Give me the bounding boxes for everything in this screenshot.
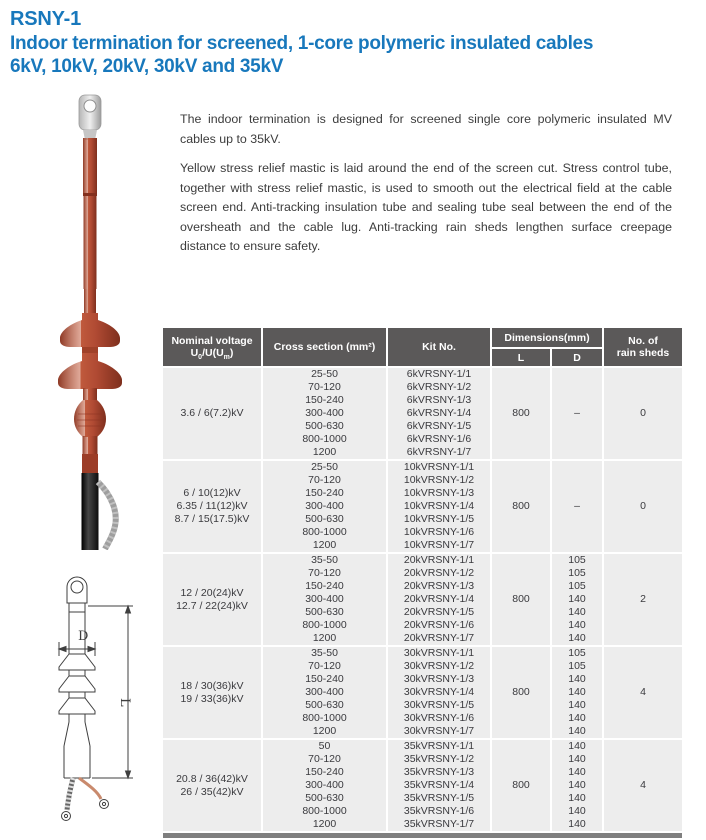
kit-no-value: 6kVRSNY-1/7 <box>406 446 472 458</box>
cross-section-value: 300-400 <box>305 500 344 512</box>
cross-section-value: 300-400 <box>305 686 344 698</box>
kit-no-value: 30kVRSNY-1/5 <box>403 699 475 711</box>
drawing-earth-leads <box>62 778 109 821</box>
kit-no-value: 35kVRSNY-1/7 <box>403 818 475 830</box>
d-value: 140 <box>568 699 586 711</box>
cross-section-value: 500-630 <box>305 420 344 432</box>
voltage-value: 12 / 20(24)kV <box>180 586 244 599</box>
product-model: RSNY-1 <box>10 8 82 30</box>
cross-section-value: 500-630 <box>305 699 344 711</box>
header-dim-d: D <box>552 349 602 366</box>
cross-section-value: 800-1000 <box>302 712 347 724</box>
page-title <box>10 6 700 78</box>
cross-section-value: 300-400 <box>305 593 344 605</box>
rain-sheds-value: 2 <box>604 554 682 645</box>
cross-section-value: 70-120 <box>308 381 341 393</box>
rain-sheds-value: 0 <box>604 461 682 552</box>
table-header <box>163 328 682 366</box>
rain-sheds-value: 4 <box>604 647 682 738</box>
voltage-value: 12.7 / 22(24)kV <box>176 599 248 612</box>
table-row-30kv <box>163 647 682 738</box>
l-value: 800 <box>492 740 550 831</box>
spec-table <box>163 328 682 838</box>
cross-section-value: 1200 <box>312 632 337 644</box>
kit-no-value: 20kVRSNY-1/3 <box>403 580 475 592</box>
d-value: 140 <box>568 593 586 605</box>
cross-section-value: 500-630 <box>305 792 344 804</box>
table-row-35kv <box>163 740 682 831</box>
cross-section-value: 800-1000 <box>302 619 347 631</box>
cross-section-value: 800-1000 <box>302 526 347 538</box>
product-photo <box>8 92 168 550</box>
d-value: 140 <box>568 753 586 765</box>
cross-section-value: 25-50 <box>311 368 338 380</box>
table-row-6kv <box>163 368 682 459</box>
cross-section-value: 800-1000 <box>302 433 347 445</box>
voltage-value: 8.7 / 15(17.5)kV <box>174 513 250 525</box>
kit-no-value: 30kVRSNY-1/2 <box>403 660 475 672</box>
cross-section-value: 1200 <box>312 818 337 830</box>
d-value: 140 <box>568 673 586 685</box>
cable-end <box>82 473 116 550</box>
kit-no-value: 30kVRSNY-1/6 <box>403 712 475 724</box>
cross-section-value: 1200 <box>312 539 337 551</box>
kit-no-value: 20kVRSNY-1/7 <box>403 632 475 644</box>
kit-no-value: 20kVRSNY-1/6 <box>403 619 475 631</box>
cross-section-value: 35-50 <box>311 647 338 659</box>
intro-paragraph-2: Yellow stress relief mastic is laid around the end of the screen cut. Stress control tube, together with stress relief mastic, is used to smooth out the electrical field at the cable screen end. Anti-tracking insulation tube and sealing tube seal between the end of the oversheath and the cable lug. Anti-tracking rain sheds lengthen surface creepage distance to ensure safety. <box>180 161 672 253</box>
drawing-lug <box>67 577 87 612</box>
dim-d-label: D <box>78 629 89 644</box>
voltage-value: 6 / 10(12)kV <box>183 487 241 499</box>
product-title-line1: Indoor termination for screened, 1-core polymeric insulated cables <box>10 33 594 54</box>
kit-no-value: 30kVRSNY-1/7 <box>403 725 475 737</box>
cross-section-value: 35-50 <box>311 554 338 566</box>
kit-no-value: 20kVRSNY-1/4 <box>403 593 475 605</box>
kit-no-value: 35kVRSNY-1/2 <box>403 753 475 765</box>
kit-no-value: 10kVRSNY-1/7 <box>403 539 475 551</box>
d-value: – <box>574 407 580 419</box>
cross-section-value: 150-240 <box>305 394 344 406</box>
kit-no-value: 6kVRSNY-1/6 <box>406 433 472 445</box>
d-value: 140 <box>568 619 586 631</box>
kit-no-value: 20kVRSNY-1/5 <box>403 606 475 618</box>
kit-no-value: 20kVRSNY-1/1 <box>403 554 475 566</box>
voltage-value: 19 / 33(36)kV <box>180 692 244 705</box>
cross-section-value: 25-50 <box>311 461 338 473</box>
l-value: 800 <box>492 368 550 459</box>
dim-l-label: L <box>117 698 132 707</box>
d-value: 105 <box>568 647 586 659</box>
cross-section-value: 70-120 <box>308 753 341 765</box>
d-value: 140 <box>568 805 586 817</box>
kit-no-value: 6kVRSNY-1/3 <box>406 394 472 406</box>
kit-no-value: 35kVRSNY-1/4 <box>403 779 475 791</box>
cross-section-value: 800-1000 <box>302 805 347 817</box>
cross-section-value: 300-400 <box>305 779 344 791</box>
kit-no-value: 10kVRSNY-1/2 <box>403 474 475 486</box>
rain-sheds-value: 0 <box>604 368 682 459</box>
d-value: 140 <box>568 792 586 804</box>
header-nominal-voltage: Nominal voltage $U_0/U(U_m)$ <box>163 328 261 366</box>
cross-section-value: 300-400 <box>305 407 344 419</box>
termination-body <box>58 138 122 474</box>
kit-no-value: 30kVRSNY-1/4 <box>403 686 475 698</box>
cable-lug <box>79 95 101 140</box>
d-value: 140 <box>568 779 586 791</box>
header-rain-sheds: No. of rain sheds <box>604 328 682 366</box>
table-row-20kv <box>163 554 682 645</box>
kit-no-value: 30kVRSNY-1/3 <box>403 673 475 685</box>
d-value: 140 <box>568 766 586 778</box>
intro-text <box>180 110 672 267</box>
drawing-body <box>59 612 95 778</box>
header-dimensions: Dimensions(mm) <box>492 328 602 347</box>
dimension-drawing <box>12 570 162 838</box>
kit-no-value: 20kVRSNY-1/2 <box>403 567 475 579</box>
cross-section-value: 500-630 <box>305 513 344 525</box>
cross-section-value: 70-120 <box>308 660 341 672</box>
cross-section-value: 1200 <box>312 725 337 737</box>
d-value: 105 <box>568 554 586 566</box>
d-value: 140 <box>568 818 586 830</box>
l-value: 800 <box>492 647 550 738</box>
d-value: 105 <box>568 660 586 672</box>
kit-no-value: 6kVRSNY-1/2 <box>406 381 472 393</box>
kit-no-value: 35kVRSNY-1/1 <box>403 740 475 752</box>
cross-section-value: 70-120 <box>308 474 341 486</box>
voltage-value: 3.6 / 6(7.2)kV <box>180 407 244 419</box>
voltage-value: 20.8 / 36(42)kV <box>176 772 248 785</box>
kit-no-value: 35kVRSNY-1/6 <box>403 805 475 817</box>
rain-shed-2 <box>58 353 122 389</box>
kit-no-value: 10kVRSNY-1/4 <box>403 500 475 512</box>
d-value: 105 <box>568 580 586 592</box>
cross-section-value: 150-240 <box>305 673 344 685</box>
d-value: 140 <box>568 725 586 737</box>
kit-no-value: 30kVRSNY-1/1 <box>403 647 475 659</box>
header-dim-l: L <box>492 349 550 366</box>
kit-no-value: 10kVRSNY-1/3 <box>403 487 475 499</box>
cross-section-value: 500-630 <box>305 606 344 618</box>
kit-no-value: 35kVRSNY-1/3 <box>403 766 475 778</box>
d-value: 105 <box>568 567 586 579</box>
rain-shed-1 <box>60 313 120 347</box>
cross-section-value: 150-240 <box>305 487 344 499</box>
d-value: 140 <box>568 606 586 618</box>
voltage-value: 26 / 35(42)kV <box>180 785 244 798</box>
cross-section-value: 1200 <box>312 446 337 458</box>
intro-paragraph-1: The indoor termination is designed for screened single core polymeric insulated MV cables up to 35kV. <box>180 112 672 146</box>
header-cross-section: Cross section (mm²) <box>263 328 386 366</box>
voltage-value: 6.35 / 11(12)kV <box>176 500 248 512</box>
table-bottom-bar <box>163 833 682 838</box>
kit-no-value: 10kVRSNY-1/5 <box>403 513 475 525</box>
table-row-10kv <box>163 461 682 552</box>
cross-section-value: 50 <box>318 740 331 752</box>
product-title-line2: 6kV, 10kV, 20kV, 30kV and 35kV <box>10 56 284 77</box>
d-value: 140 <box>568 632 586 644</box>
kit-no-value: 10kVRSNY-1/1 <box>403 461 475 473</box>
d-value: 140 <box>568 686 586 698</box>
l-value: 800 <box>492 461 550 552</box>
d-value: 140 <box>568 740 586 752</box>
kit-no-value: 6kVRSNY-1/4 <box>406 407 472 419</box>
kit-no-value: 6kVRSNY-1/1 <box>406 368 472 380</box>
cross-section-value: 150-240 <box>305 580 344 592</box>
d-value: 140 <box>568 712 586 724</box>
kit-no-value: 6kVRSNY-1/5 <box>406 420 472 432</box>
stress-control-bulge <box>74 400 106 437</box>
rain-sheds-value: 4 <box>604 740 682 831</box>
header-kit-no: Kit No. <box>388 328 490 366</box>
kit-no-value: 10kVRSNY-1/6 <box>403 526 475 538</box>
voltage-value: 18 / 30(36)kV <box>180 679 244 692</box>
d-value: – <box>574 500 580 512</box>
cross-section-value: 70-120 <box>308 567 341 579</box>
kit-no-value: 35kVRSNY-1/5 <box>403 792 475 804</box>
l-value: 800 <box>492 554 550 645</box>
cross-section-value: 150-240 <box>305 766 344 778</box>
